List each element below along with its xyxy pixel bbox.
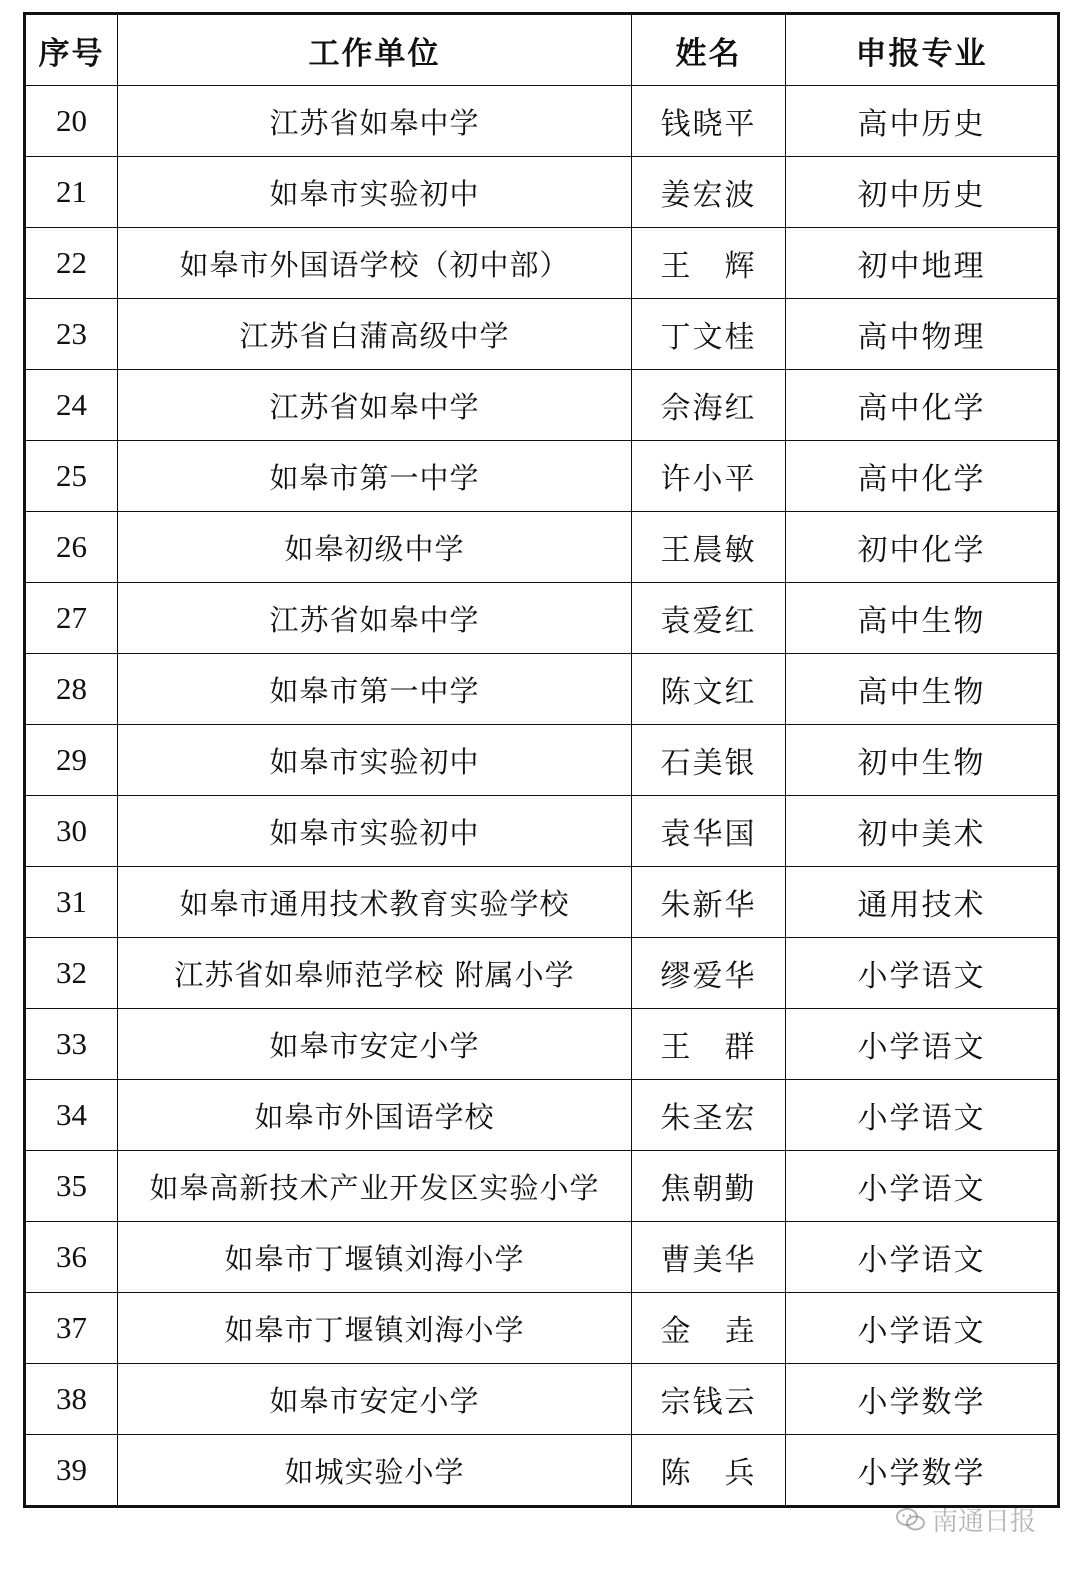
row-number: 26: [25, 512, 118, 583]
name-cell: 袁爱红: [632, 583, 786, 654]
table-body: [25, 86, 1059, 1507]
major-cell: 初中生物: [786, 725, 1059, 796]
name-cell: 陈文红: [632, 654, 786, 725]
major-cell: 小学数学: [786, 1364, 1059, 1435]
row-number: 35: [25, 1151, 118, 1222]
row-number: 25: [25, 441, 118, 512]
row-number: 21: [25, 157, 118, 228]
major-cell: 高中历史: [786, 86, 1059, 157]
work-unit-cell: 如皋市通用技术教育实验学校: [118, 867, 632, 938]
table-row: [25, 1080, 1059, 1151]
table-row: [25, 796, 1059, 867]
work-unit-cell: 如皋市外国语学校: [118, 1080, 632, 1151]
name-cell: 许小平: [632, 441, 786, 512]
work-unit-cell: 如皋市实验初中: [118, 725, 632, 796]
work-unit-cell: 如皋市实验初中: [118, 157, 632, 228]
table-row: [25, 370, 1059, 441]
name-cell: 钱晓平: [632, 86, 786, 157]
table-row: [25, 867, 1059, 938]
major-cell: 小学语文: [786, 1222, 1059, 1293]
name-cell: 石美银: [632, 725, 786, 796]
row-number: 38: [25, 1364, 118, 1435]
row-number: 36: [25, 1222, 118, 1293]
major-cell: 高中物理: [786, 299, 1059, 370]
name-cell: 王 群: [632, 1009, 786, 1080]
major-cell: 初中历史: [786, 157, 1059, 228]
name-cell: 曹美华: [632, 1222, 786, 1293]
work-unit-cell: 如皋市丁堰镇刘海小学: [118, 1293, 632, 1364]
table-row: [25, 1364, 1059, 1435]
work-unit-cell: 如皋市安定小学: [118, 1364, 632, 1435]
row-number: 28: [25, 654, 118, 725]
row-number: 37: [25, 1293, 118, 1364]
name-cell: 缪爱华: [632, 938, 786, 1009]
table-row: [25, 1151, 1059, 1222]
header-major: 申报专业: [786, 14, 1059, 86]
major-cell: 初中地理: [786, 228, 1059, 299]
major-cell: 小学语文: [786, 938, 1059, 1009]
table-row: [25, 938, 1059, 1009]
major-cell: 高中化学: [786, 441, 1059, 512]
row-number: 23: [25, 299, 118, 370]
name-cell: 焦朝勤: [632, 1151, 786, 1222]
header-name: 姓名: [632, 14, 786, 86]
work-unit-cell: 如皋市安定小学: [118, 1009, 632, 1080]
table-row: [25, 299, 1059, 370]
wechat-icon: [896, 1507, 926, 1533]
major-cell: 高中化学: [786, 370, 1059, 441]
name-cell: 袁华国: [632, 796, 786, 867]
name-cell: 佘海红: [632, 370, 786, 441]
major-cell: 初中化学: [786, 512, 1059, 583]
major-cell: 小学语文: [786, 1080, 1059, 1151]
work-unit-cell: 如皋市第一中学: [118, 654, 632, 725]
watermark: [896, 1501, 1036, 1538]
table-row: [25, 86, 1059, 157]
work-unit-cell: 如皋初级中学: [118, 512, 632, 583]
table-row: [25, 1293, 1059, 1364]
name-cell: 宗钱云: [632, 1364, 786, 1435]
row-number: 30: [25, 796, 118, 867]
table-row: [25, 654, 1059, 725]
row-number: 32: [25, 938, 118, 1009]
table-row: [25, 441, 1059, 512]
table-row: [25, 1435, 1059, 1507]
row-number: 29: [25, 725, 118, 796]
major-cell: 小学数学: [786, 1435, 1059, 1507]
table-row: [25, 512, 1059, 583]
row-number: 34: [25, 1080, 118, 1151]
work-unit-cell: 江苏省如皋师范学校 附属小学: [118, 938, 632, 1009]
table-row: [25, 228, 1059, 299]
work-unit-cell: 如城实验小学: [118, 1435, 632, 1507]
row-number: 20: [25, 86, 118, 157]
major-cell: 高中生物: [786, 654, 1059, 725]
name-cell: 陈 兵: [632, 1435, 786, 1507]
table-row: [25, 157, 1059, 228]
work-unit-cell: 江苏省如皋中学: [118, 86, 632, 157]
work-unit-cell: 江苏省白蒲高级中学: [118, 299, 632, 370]
table-row: [25, 725, 1059, 796]
work-unit-cell: 江苏省如皋中学: [118, 370, 632, 441]
work-unit-cell: 如皋市丁堰镇刘海小学: [118, 1222, 632, 1293]
watermark-text: 南通日报: [931, 1507, 1036, 1537]
header-row: [25, 14, 1059, 86]
work-unit-cell: 如皋高新技术产业开发区实验小学: [118, 1151, 632, 1222]
work-unit-cell: 江苏省如皋中学: [118, 583, 632, 654]
table-row: [25, 1222, 1059, 1293]
row-number: 27: [25, 583, 118, 654]
row-number: 31: [25, 867, 118, 938]
header-work-unit: 工作单位: [118, 14, 632, 86]
row-number: 24: [25, 370, 118, 441]
major-cell: 小学语文: [786, 1293, 1059, 1364]
row-number: 33: [25, 1009, 118, 1080]
row-number: 22: [25, 228, 118, 299]
work-unit-cell: 如皋市外国语学校（初中部）: [118, 228, 632, 299]
name-cell: 姜宏波: [632, 157, 786, 228]
major-cell: 初中美术: [786, 796, 1059, 867]
name-cell: 丁文桂: [632, 299, 786, 370]
major-cell: 小学语文: [786, 1151, 1059, 1222]
name-cell: 朱新华: [632, 867, 786, 938]
major-cell: 高中生物: [786, 583, 1059, 654]
name-cell: 朱圣宏: [632, 1080, 786, 1151]
table-row: [25, 1009, 1059, 1080]
table-row: [25, 583, 1059, 654]
work-unit-cell: 如皋市第一中学: [118, 441, 632, 512]
header-number: 序号: [25, 14, 118, 86]
major-cell: 小学语文: [786, 1009, 1059, 1080]
name-cell: 王 辉: [632, 228, 786, 299]
name-cell: 王晨敏: [632, 512, 786, 583]
name-cell: 金 垚: [632, 1293, 786, 1364]
row-number: 39: [25, 1435, 118, 1507]
roster-table: [23, 12, 1060, 1508]
work-unit-cell: 如皋市实验初中: [118, 796, 632, 867]
major-cell: 通用技术: [786, 867, 1059, 938]
